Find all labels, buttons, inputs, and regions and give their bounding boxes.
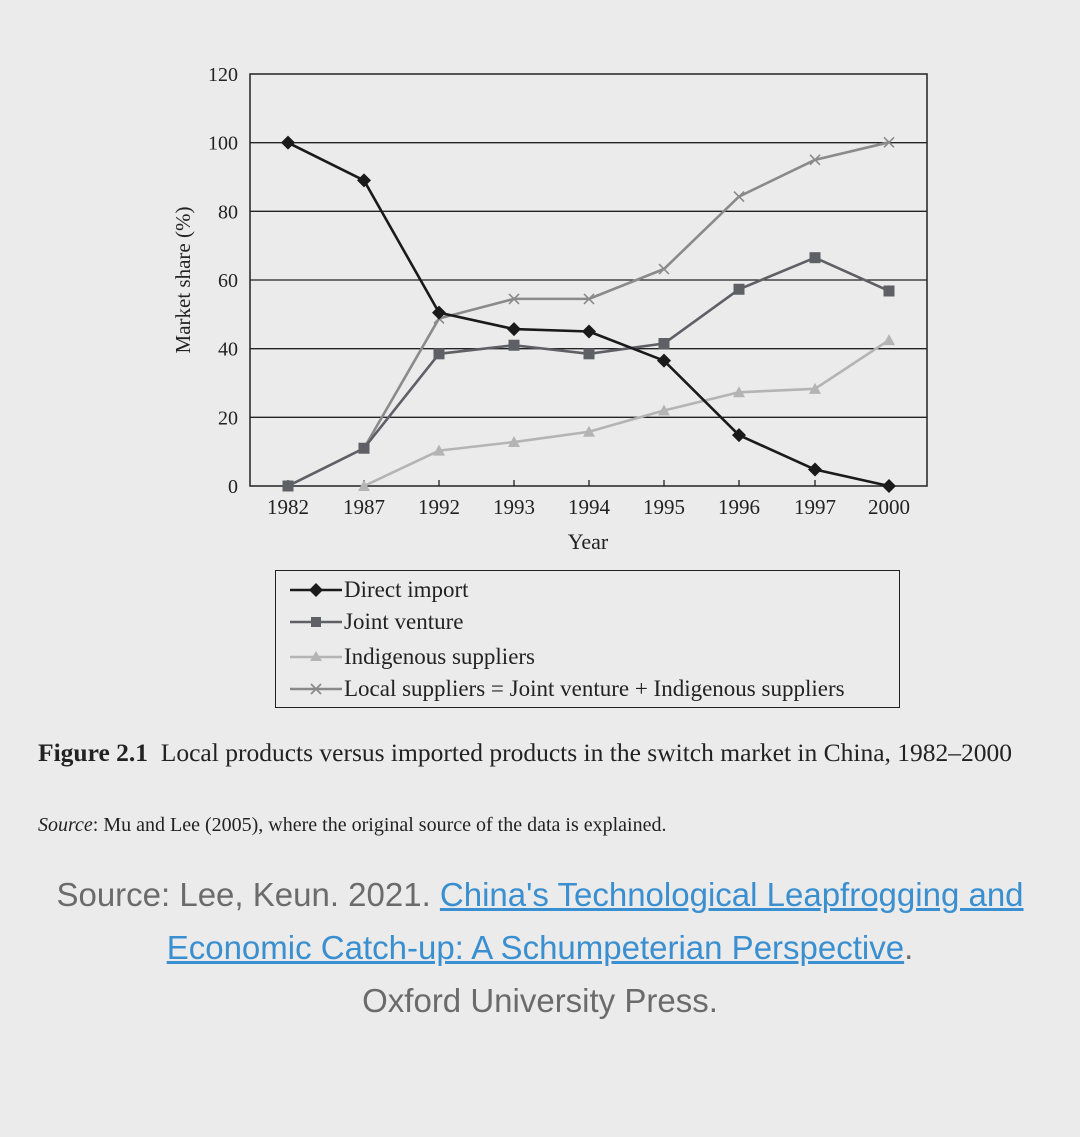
x-tick-label: 1987 — [343, 495, 385, 519]
x-tick-label: 1992 — [418, 495, 460, 519]
legend-label: Local suppliers = Joint venture + Indigenous suppliers — [344, 676, 845, 701]
data-point-square — [734, 284, 745, 295]
legend-item-indigenous-suppliers — [288, 642, 535, 672]
figure-label: Figure 2.1 — [38, 738, 149, 767]
attribution-suffix: . — [904, 929, 914, 966]
data-point-square — [659, 338, 670, 349]
x-tick-label: 2000 — [868, 495, 910, 519]
figure-caption — [38, 734, 1048, 772]
data-point-square — [884, 285, 895, 296]
data-point-square — [283, 481, 294, 492]
legend-item-joint-venture — [288, 607, 463, 637]
figure-caption-text: Local products versus imported products in the switch market in China, 1982–2000 — [160, 738, 1013, 767]
x-tick-label: 1996 — [718, 495, 760, 519]
series-local-suppliers-joint-venture-indigenous-suppliers — [283, 137, 894, 491]
triangle-marker-icon — [288, 647, 344, 667]
data-point-triangle — [883, 334, 895, 345]
x-tick-label: 1993 — [493, 495, 535, 519]
legend-item-local-suppliers — [288, 674, 845, 704]
y-tick-label: 60 — [218, 270, 238, 292]
x-axis-label: Year — [567, 529, 609, 554]
data-point-diamond — [808, 463, 822, 477]
legend-label: Indigenous suppliers — [344, 644, 536, 669]
x-tick-label: 1982 — [267, 495, 309, 519]
data-point-diamond — [357, 173, 371, 187]
data-point-square — [434, 348, 445, 359]
y-tick-label: 0 — [228, 476, 238, 498]
data-point-square — [584, 348, 595, 359]
x-tick-label: 1997 — [794, 495, 836, 519]
y-tick-label: 20 — [218, 407, 238, 430]
grid-lines — [250, 143, 927, 418]
data-point-diamond — [507, 322, 521, 336]
axis-ticks — [208, 64, 910, 519]
data-point-diamond — [281, 136, 295, 150]
y-tick-label: 40 — [218, 338, 238, 361]
legend-label: Joint venture — [344, 609, 464, 634]
series-direct-import — [281, 136, 896, 493]
attribution-prefix: Source: Lee, Keun. 2021. — [56, 876, 440, 913]
source-note — [38, 814, 667, 837]
x-tick-label: 1994 — [568, 495, 610, 519]
attribution — [0, 868, 1080, 1027]
x-tick-label: 1995 — [643, 495, 685, 519]
source-text: : Mu and Lee (2005), where the original source of the data is explained. — [92, 814, 667, 836]
data-point-diamond — [882, 479, 896, 493]
x-marker-icon — [288, 679, 344, 699]
legend-label: Direct import — [344, 577, 469, 602]
data-point-square — [810, 252, 821, 263]
legend-item-direct-import — [288, 575, 469, 605]
data-point-diamond — [582, 325, 596, 339]
series-joint-venture — [283, 252, 895, 491]
y-axis-label: Market share (%) — [171, 206, 195, 354]
data-point-x — [734, 192, 744, 202]
line-chart — [0, 0, 1080, 560]
y-tick-label: 80 — [218, 201, 238, 224]
chart-legend — [275, 570, 900, 708]
data-point-square — [359, 443, 370, 454]
y-tick-label: 100 — [208, 132, 238, 155]
data-point-square — [509, 340, 520, 351]
diamond-marker-icon — [288, 580, 344, 600]
series-group — [281, 136, 896, 493]
series-line — [364, 340, 889, 486]
book-title-link[interactable]: China's Technological Leapfrogging and Economic Catch-up: A Schumpeterian Perspective — [166, 876, 1024, 966]
square-marker-icon — [288, 612, 344, 632]
y-tick-label: 120 — [208, 64, 238, 86]
source-label: Source — [38, 814, 93, 836]
publisher: Oxford University Press. — [362, 982, 718, 1019]
series-line — [288, 258, 889, 486]
